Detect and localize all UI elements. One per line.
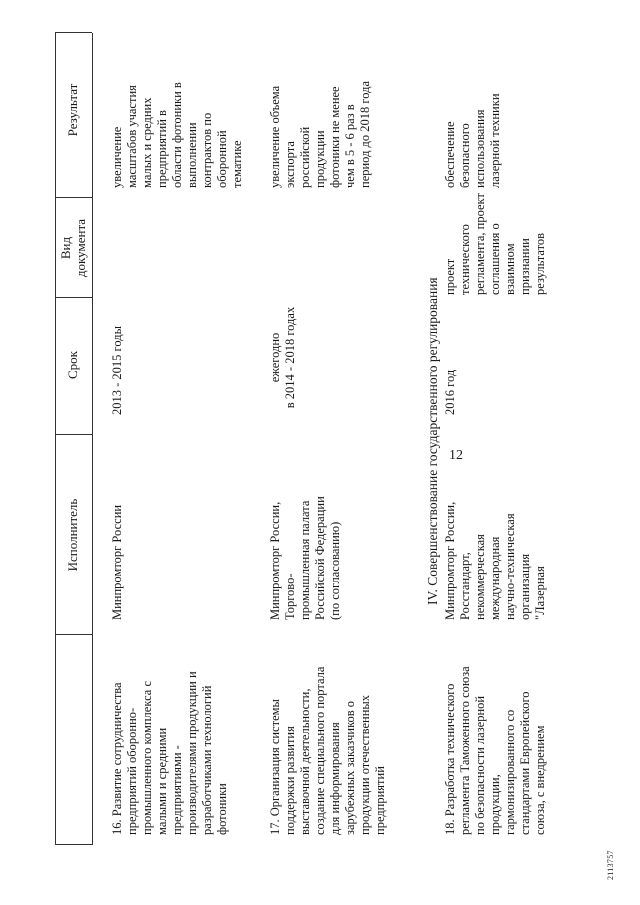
- header-executor: Исполнитель: [65, 498, 80, 572]
- column-divider-2: [55, 434, 92, 435]
- column-divider-4: [55, 197, 92, 198]
- column-divider-1: [55, 634, 92, 635]
- row18-action: 18. Разработка технического регламента Таможенного союза по безопасности лазерной продукции, гармонизированного со стандартами Европейского союза, с внедрением: [443, 666, 547, 835]
- header-term: Срок: [65, 351, 80, 379]
- row16-executor: Минпромторг России: [110, 504, 124, 620]
- header-doc-type: Вид документа: [58, 218, 88, 278]
- row17-result: увеличение объема экспорта российской продукции фотоники не менее чем в 5 - 6 раз в период до 2018 года: [268, 80, 372, 188]
- row18-executor: Минпромторг России, Росстандарт, некоммерческая международная научно-техническая организация "Лазерная: [443, 501, 547, 620]
- document-code: 2113757: [606, 850, 615, 880]
- column-divider-right: [55, 32, 92, 33]
- row17-term: ежегодно в 2014 - 2018 годах: [268, 306, 297, 409]
- column-divider-left: [55, 844, 92, 845]
- row18-term: 2016 год: [443, 369, 457, 415]
- header-bottom-border: [92, 33, 93, 845]
- row16-term: 2013 - 2015 годы: [110, 325, 124, 415]
- section-title: IV. Совершенствование государственного регулирования: [425, 277, 440, 605]
- row17-action: 17. Организация системы поддержки развития выставочной деятельности, создание специального портала для информирования зарубежных заказчиков о продукции отечественных предприятий: [268, 666, 387, 835]
- row18-result: обеспечение безопасного использования лазерной техники: [443, 93, 502, 188]
- table-top-border: [55, 33, 56, 845]
- header-result: Результат: [65, 83, 80, 137]
- row16-result: увеличение масштабов участия малых и средних предприятий в области фотоники в выполнении контрактов по оборонной тематике: [110, 82, 244, 188]
- row16-action: 16. Развитие сотрудничества предприятий оборонно- промышленного комплекса с малыми и средними предприятиями - производителями продукции и разработчиками технологий фотоники: [110, 671, 229, 835]
- page-number: 12: [449, 448, 463, 463]
- row17-executor: Минпромторг России, Торгово- промышленная палата Российской Федерации (по согласованию): [268, 496, 342, 620]
- column-divider-3: [55, 297, 92, 298]
- row18-doc-type: проект технического регламента, проект соглашения о взаимном признании результатов: [443, 193, 547, 295]
